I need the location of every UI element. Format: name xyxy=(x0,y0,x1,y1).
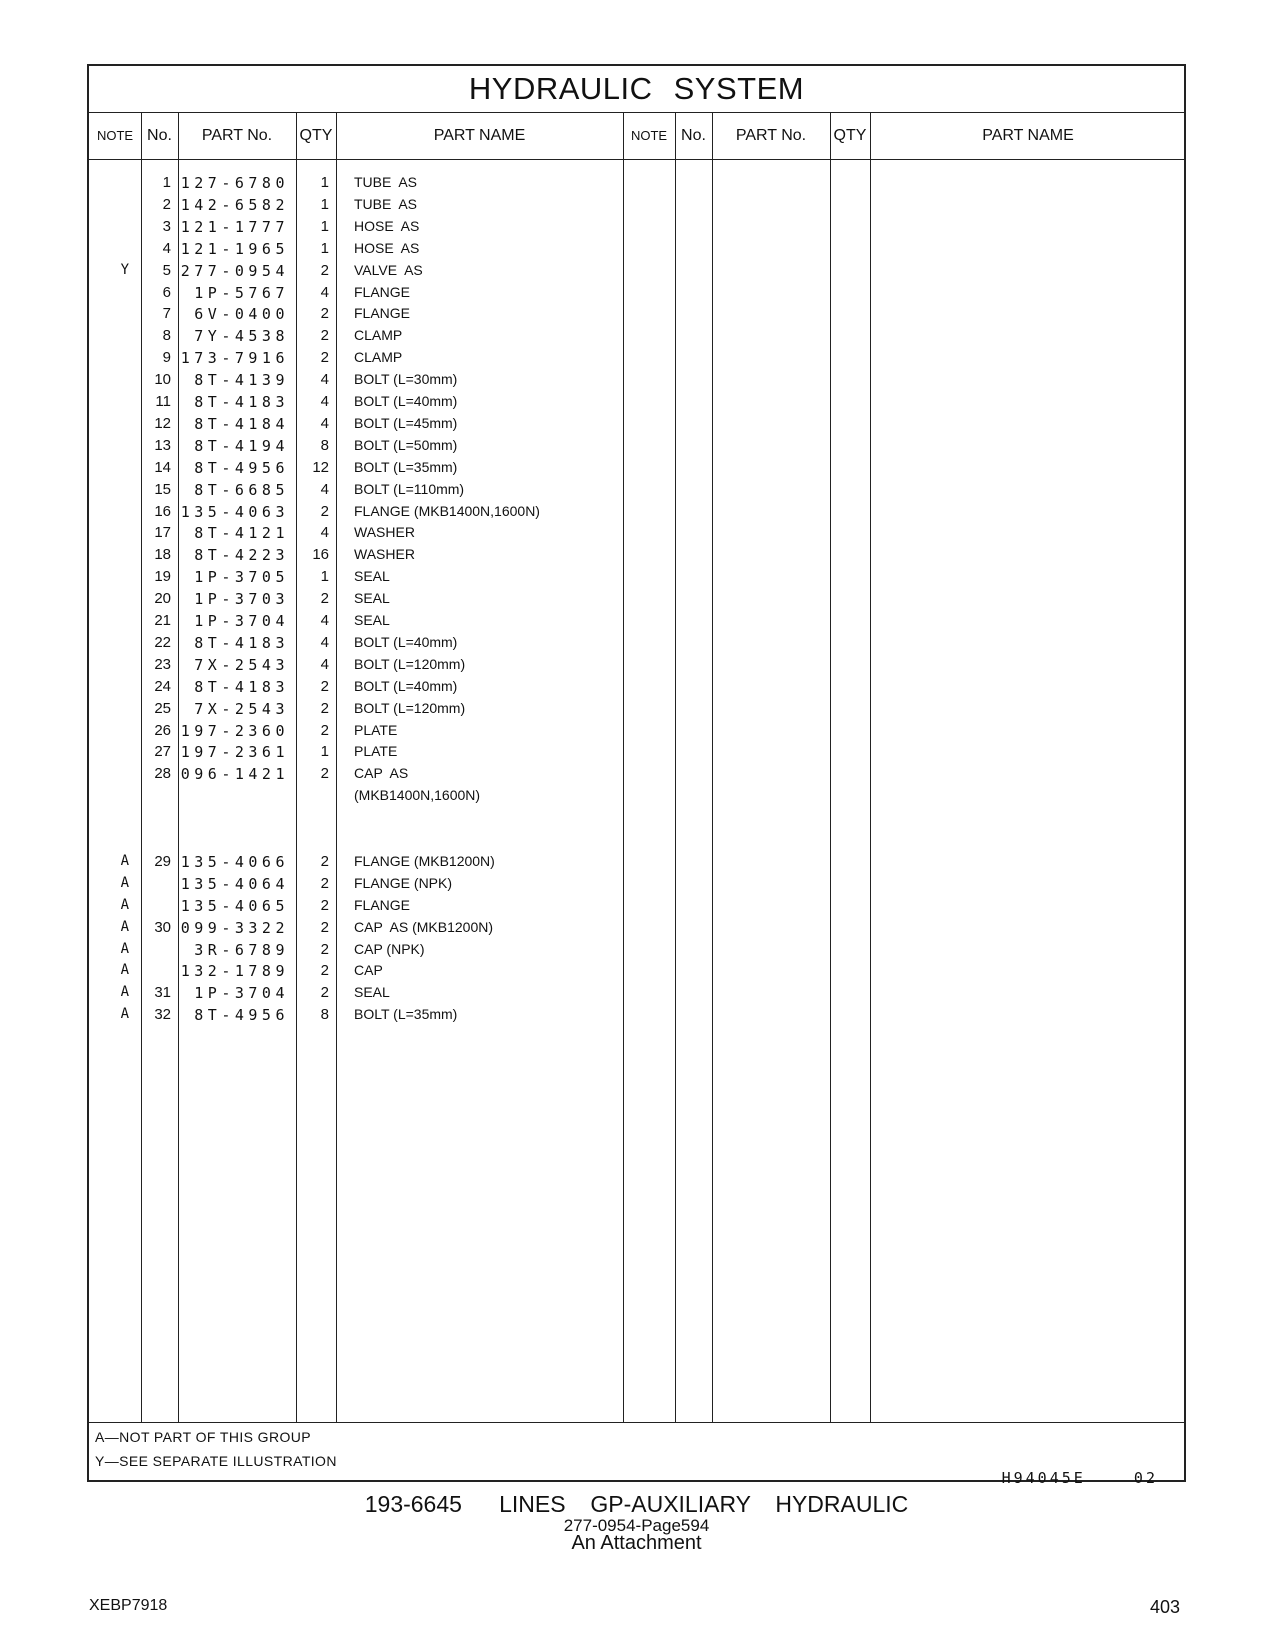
row-part-number: 1P-3704 xyxy=(194,612,289,630)
row-part-number: 8T-4121 xyxy=(194,524,289,543)
row-part-name: BOLT (L=110mm) xyxy=(354,480,465,497)
row-quantity: 1 xyxy=(320,174,329,191)
row-note: A xyxy=(120,896,129,913)
row-quantity: 4 xyxy=(320,283,329,301)
table-row xyxy=(89,700,649,722)
row-number: 1 xyxy=(162,174,171,191)
table-row xyxy=(89,218,649,240)
table-row xyxy=(89,568,649,590)
header-no-left: No. xyxy=(147,127,172,144)
row-part-number: 8T-4183 xyxy=(194,393,289,411)
table-row xyxy=(89,262,649,284)
row-number: 18 xyxy=(154,546,171,564)
table-row xyxy=(89,656,649,678)
table-row xyxy=(89,809,649,831)
row-part-name: SEAL xyxy=(354,984,390,1001)
row-number: 20 xyxy=(154,590,171,608)
row-part-name: SEAL xyxy=(354,612,390,628)
row-quantity: 2 xyxy=(320,721,329,739)
table-row xyxy=(89,919,649,941)
row-number: 25 xyxy=(154,699,171,717)
row-part-name: HOSE AS xyxy=(354,217,420,234)
row-number: 10 xyxy=(154,371,171,389)
row-number: 29 xyxy=(154,852,171,870)
row-number: 28 xyxy=(154,765,171,783)
section-title: HYDRAULIC SYSTEM xyxy=(89,66,1184,113)
row-number: 24 xyxy=(154,677,171,695)
row-quantity: 16 xyxy=(312,546,329,564)
row-part-name: CLAMP xyxy=(354,327,403,344)
header-no-right: No. xyxy=(681,127,706,144)
row-part-name: BOLT (L=50mm) xyxy=(354,436,458,453)
row-part-number: 135-4064 xyxy=(180,874,289,893)
table-row xyxy=(89,393,649,415)
row-number: 17 xyxy=(154,524,171,542)
row-part-number: 7X-2543 xyxy=(194,655,289,674)
row-part-name: SEAL xyxy=(354,568,390,585)
table-row xyxy=(89,196,649,218)
row-quantity: 1 xyxy=(320,743,329,761)
table-row xyxy=(89,503,649,525)
row-number: 9 xyxy=(162,349,171,367)
row-part-name: FLANGE (MKB1400N,1600N) xyxy=(354,502,540,519)
row-number: 19 xyxy=(154,568,171,586)
row-number: 16 xyxy=(154,502,171,520)
table-row xyxy=(89,590,649,612)
row-part-number: 1P-5767 xyxy=(194,283,289,302)
row-quantity: 4 xyxy=(320,480,329,498)
row-quantity: 2 xyxy=(320,699,329,717)
row-part-name: PLATE xyxy=(354,743,398,760)
table-row xyxy=(89,1006,649,1028)
row-quantity: 2 xyxy=(320,962,329,980)
row-part-number: 132-1789 xyxy=(180,962,289,981)
row-part-name: BOLT (L=40mm) xyxy=(354,393,458,409)
row-part-number: 8T-4184 xyxy=(194,414,289,433)
row-part-number: 173-7916 xyxy=(180,349,289,368)
row-quantity: 2 xyxy=(320,677,329,695)
row-part-name: BOLT (L=40mm) xyxy=(354,677,458,694)
row-number: 31 xyxy=(154,984,171,1002)
row-number: 4 xyxy=(162,239,171,257)
row-quantity: 1 xyxy=(320,217,329,235)
row-number: 2 xyxy=(162,195,171,213)
table-row xyxy=(89,371,649,393)
row-note: Y xyxy=(120,261,129,278)
row-part-name: HOSE AS xyxy=(354,239,420,256)
row-part-name: WASHER xyxy=(354,524,415,541)
row-part-name: CAP (NPK) xyxy=(354,940,425,957)
footnote-y: Y—SEE SEPARATE ILLUSTRATION xyxy=(95,1453,337,1469)
row-part-number: 8T-4194 xyxy=(194,436,289,455)
row-number: 5 xyxy=(162,261,171,279)
row-number: 15 xyxy=(154,480,171,498)
row-part-number: 197-2361 xyxy=(180,743,289,762)
table-row xyxy=(89,831,649,853)
table-row xyxy=(89,962,649,984)
table-row xyxy=(89,524,649,546)
document-id: XEBP7918 xyxy=(89,1597,168,1614)
row-quantity: 2 xyxy=(320,918,329,936)
row-part-number: 8T-4139 xyxy=(194,371,289,390)
row-part-number: 096-1421 xyxy=(180,765,289,784)
table-row xyxy=(89,240,649,262)
table-row xyxy=(89,437,649,459)
row-quantity: 4 xyxy=(320,633,329,651)
row-quantity: 4 xyxy=(320,414,329,432)
page-reference: 277-0954-Page594 xyxy=(563,1516,710,1535)
row-part-number: 121-1965 xyxy=(180,239,289,258)
column-divider xyxy=(830,112,831,1422)
row-quantity: 2 xyxy=(320,896,329,914)
header-part-name-left: PART NAME xyxy=(433,127,526,144)
row-number: 7 xyxy=(162,305,171,323)
row-part-number: 7X-2543 xyxy=(194,699,289,718)
row-number: 22 xyxy=(154,633,171,651)
row-part-name: CAP AS xyxy=(354,765,409,782)
table-row xyxy=(89,743,649,765)
row-part-number: 6V-0400 xyxy=(194,305,289,324)
row-part-name: FLANGE (MKB1200N) xyxy=(354,852,495,869)
row-quantity: 1 xyxy=(320,195,329,213)
row-quantity: 2 xyxy=(320,327,329,345)
header-part-name-right: PART NAME xyxy=(982,127,1074,144)
row-part-number: 135-4063 xyxy=(180,502,289,521)
row-quantity: 4 xyxy=(320,393,329,410)
row-part-number: 121-1777 xyxy=(180,217,289,236)
row-quantity: 8 xyxy=(320,436,329,454)
row-number: 32 xyxy=(154,1006,171,1024)
row-number: 6 xyxy=(162,283,171,301)
row-number: 11 xyxy=(155,393,171,410)
table-footer xyxy=(89,1422,1184,1487)
group-caption: 193-6645 LINES GP-AUXILIARY HYDRAULIC xyxy=(364,1491,909,1517)
table-row xyxy=(89,612,649,634)
row-note: A xyxy=(120,984,129,1001)
row-part-number: 8T-4183 xyxy=(194,677,289,696)
row-part-number: 8T-4183 xyxy=(194,633,289,652)
row-quantity: 4 xyxy=(320,612,329,629)
table-header xyxy=(89,112,1184,160)
row-quantity: 2 xyxy=(320,852,329,870)
row-number: 21 xyxy=(154,612,171,629)
row-quantity: 2 xyxy=(320,261,329,279)
row-part-name: CAP xyxy=(354,962,383,979)
row-part-name: FLANGE xyxy=(354,896,411,913)
row-part-name: BOLT (L=120mm) xyxy=(354,655,466,672)
row-part-number: 197-2360 xyxy=(180,721,289,740)
row-quantity: 2 xyxy=(320,590,329,608)
row-quantity: 2 xyxy=(320,305,329,323)
column-divider xyxy=(675,112,676,1422)
row-part-name: BOLT (L=45mm) xyxy=(354,414,458,431)
row-part-number: 8T-6685 xyxy=(194,480,289,499)
table-row xyxy=(89,305,649,327)
table-row xyxy=(89,415,649,437)
row-quantity: 2 xyxy=(320,940,329,958)
row-quantity: 2 xyxy=(320,502,329,520)
table-row xyxy=(89,678,649,700)
table-row xyxy=(89,284,649,306)
table-row xyxy=(89,349,649,371)
table-row xyxy=(89,481,649,503)
table-row xyxy=(89,787,649,809)
row-quantity: 2 xyxy=(320,984,329,1002)
row-part-name: PLATE xyxy=(354,721,398,738)
row-part-number: 142-6582 xyxy=(180,195,289,214)
row-part-name: VALVE AS xyxy=(354,261,423,278)
row-note: A xyxy=(120,852,129,869)
row-part-name: BOLT (L=40mm) xyxy=(354,633,458,650)
row-quantity: 2 xyxy=(320,874,329,892)
row-part-name: FLANGE xyxy=(354,305,411,322)
row-part-number: 7Y-4538 xyxy=(194,327,289,346)
header-note-right: NOTE xyxy=(630,128,668,143)
row-part-name: WASHER xyxy=(354,546,415,563)
row-part-name: TUBE AS xyxy=(354,195,418,212)
row-part-name: SEAL xyxy=(354,590,390,607)
row-part-number: 8T-4956 xyxy=(194,458,289,477)
column-divider xyxy=(712,112,713,1422)
page-number: 403 xyxy=(1150,1597,1181,1617)
row-number: 23 xyxy=(154,655,171,673)
row-quantity: 4 xyxy=(320,655,329,673)
table-row xyxy=(89,459,649,481)
row-note: A xyxy=(120,940,129,957)
table-row xyxy=(89,875,649,897)
row-number: 27 xyxy=(154,743,171,761)
table-row xyxy=(89,941,649,963)
row-part-number: 8T-4223 xyxy=(194,546,289,565)
footnote-a: A—NOT PART OF THIS GROUP xyxy=(95,1429,312,1445)
row-number: 12 xyxy=(154,414,171,432)
table-row xyxy=(89,546,649,568)
row-part-number: 127-6780 xyxy=(180,174,289,192)
header-part-no-right: PART No. xyxy=(735,127,807,144)
row-part-number: 8T-4956 xyxy=(194,1006,289,1025)
row-part-name: BOLT (L=35mm) xyxy=(354,458,458,475)
row-part-name: BOLT (L=120mm) xyxy=(354,699,466,716)
row-number: 26 xyxy=(154,721,171,739)
row-part-name: BOLT (L=30mm) xyxy=(354,371,458,388)
parts-table-frame xyxy=(87,64,1186,1487)
row-note: A xyxy=(120,1006,129,1023)
column-divider xyxy=(870,112,871,1422)
table-row xyxy=(89,634,649,656)
row-quantity: 2 xyxy=(320,349,329,367)
row-part-number: 1P-3704 xyxy=(194,984,289,1003)
row-note: A xyxy=(120,918,129,935)
table-row xyxy=(89,327,649,349)
row-part-number: 1P-3703 xyxy=(194,590,289,609)
row-quantity: 1 xyxy=(320,568,329,586)
row-part-name: CLAMP xyxy=(354,349,403,366)
row-part-name: (MKB1400N,1600N) xyxy=(354,787,481,804)
row-part-number: 277-0954 xyxy=(180,261,289,280)
row-quantity: 1 xyxy=(320,239,329,257)
header-part-no-left: PART No. xyxy=(201,127,273,144)
header-qty-right: QTY xyxy=(833,127,867,144)
table-row xyxy=(89,984,649,1006)
row-number: 8 xyxy=(162,327,171,345)
header-qty-left: QTY xyxy=(299,127,333,144)
header-note-left: NOTE xyxy=(96,128,134,143)
row-part-number: 135-4065 xyxy=(180,896,289,915)
table-row xyxy=(89,765,649,787)
row-number: 13 xyxy=(154,436,171,454)
row-quantity: 8 xyxy=(320,1006,329,1024)
row-part-number: 099-3322 xyxy=(180,918,289,937)
row-part-name: FLANGE xyxy=(354,283,411,300)
row-note: A xyxy=(120,962,129,979)
row-part-name: FLANGE (NPK) xyxy=(354,874,453,891)
table-row xyxy=(89,174,649,196)
table-row xyxy=(89,853,649,875)
row-part-name: BOLT (L=35mm) xyxy=(354,1006,458,1023)
row-part-number: 3R-6789 xyxy=(194,940,289,959)
row-number: 30 xyxy=(154,918,171,936)
row-quantity: 4 xyxy=(320,524,329,542)
row-part-number: 1P-3705 xyxy=(194,568,289,587)
row-number: 14 xyxy=(154,458,171,476)
row-note: A xyxy=(120,874,129,891)
table-row xyxy=(89,897,649,919)
table-row xyxy=(89,722,649,744)
reference-code: H94045E 02 xyxy=(1001,1469,1158,1487)
row-quantity: 12 xyxy=(312,458,329,476)
row-part-name: TUBE AS xyxy=(354,174,418,190)
row-quantity: 2 xyxy=(320,765,329,783)
row-number: 3 xyxy=(162,217,171,235)
row-part-number: 135-4066 xyxy=(180,852,289,871)
row-part-name: CAP AS (MKB1200N) xyxy=(354,918,494,935)
attachment-label: An Attachment xyxy=(571,1532,702,1554)
row-quantity: 4 xyxy=(320,371,329,389)
